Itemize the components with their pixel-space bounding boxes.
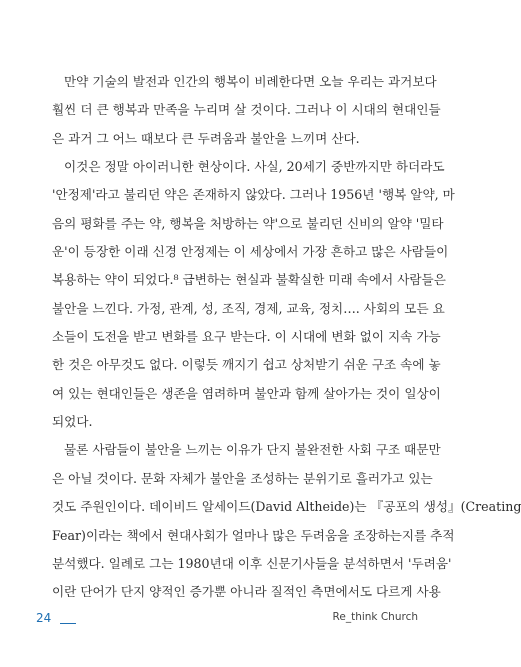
body-line: 은 과거 그 어느 때보다 큰 두려움과 불안을 느끼며 산다. xyxy=(52,130,360,146)
body-line: 되었다. xyxy=(52,414,93,430)
body-line: 것도 주원인이다. 데이비드 알세이드(David Altheide)는 『공포의 생성』(Creating xyxy=(52,499,521,515)
body-line: 한 것은 아무것도 없다. 이렇듯 깨지기 쉽고 상처받기 쉬운 구조 속에 놓 xyxy=(52,357,441,373)
body-line: 이란 단어가 단지 양적인 증가뿐 아니라 질적인 측면에서도 다르게 사용 xyxy=(52,584,441,600)
body-line: 복용하는 약이 되었다.⁸ 급변하는 현실과 불확실한 미래 속에서 사람들은 xyxy=(52,272,446,288)
body-line: 은 아닐 것이다. 문화 자체가 불안을 조성하는 분위기로 흘러가고 있는 xyxy=(52,470,433,486)
page-number: 24 xyxy=(36,611,52,625)
body-line: 만약 기술의 발전과 인간의 행복이 비례한다면 오늘 우리는 과거보다 xyxy=(64,74,437,89)
book-title: Re_think Church xyxy=(332,611,418,623)
body-line: 이것은 정말 아이러니한 현상이다. 사실, 20세기 중반까지만 하더라도 xyxy=(64,159,445,175)
body-line: Fear)이라는 책에서 현대사회가 얼마나 많은 두려움을 조장하는지를 추적 xyxy=(52,527,455,543)
body-line: 여 있는 현대인들은 생존을 염려하며 불안과 함께 살아가는 것이 일상이 xyxy=(52,385,441,401)
page-number-underline xyxy=(60,623,76,624)
body-line: 훨씬 더 큰 행복과 만족을 누리며 살 것이다. 그러나 이 시대의 현대인들 xyxy=(52,102,441,118)
body-line: 물론 사람들이 불안을 느끼는 이유가 단지 불완전한 사회 구조 때문만 xyxy=(64,442,441,458)
body-line: 소들이 도전을 받고 변화를 요구 받는다. 이 시대에 변화 없이 지속 가능 xyxy=(52,329,441,345)
body-text xyxy=(52,68,521,607)
body-line: 불안을 느낀다. 가정, 관계, 성, 조직, 경제, 교육, 정치…. 사회의 모든 요 xyxy=(52,300,445,316)
body-line: 운'이 등장한 이래 신경 안정제는 이 세상에서 가장 흔하고 많은 사람들이 xyxy=(52,244,449,260)
body-line: '안정제'라고 불리던 약은 존재하지 않았다. 그러나 1956년 '행복 알약, 마 xyxy=(52,187,455,203)
body-line: 음의 평화를 주는 약, 행복을 처방하는 약'으로 불리던 신비의 알약 '밀타 xyxy=(52,215,444,231)
body-line: 분석했다. 일례로 그는 1980년대 이후 신문기사들을 분석하면서 '두려움' xyxy=(52,555,452,571)
